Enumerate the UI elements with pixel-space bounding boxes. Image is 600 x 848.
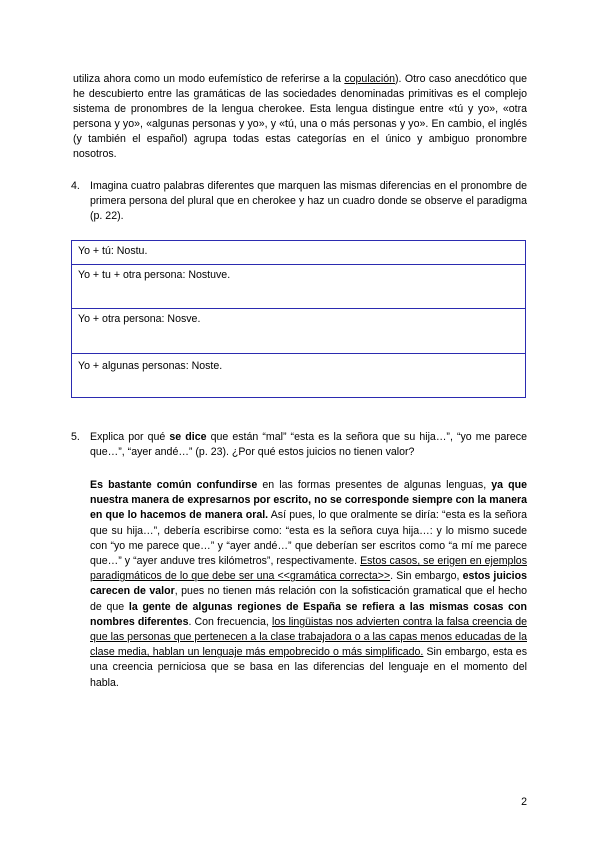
underlined-word: copulación <box>344 73 395 85</box>
question-5-text <box>90 430 527 460</box>
answer-text-6: . Sin embargo, <box>390 570 463 583</box>
answer-text-4: Así pues, lo que oralmente se diría: “esta es la señora que su hija…”, debería escribirse como: “esta es la señora cuya hija…: y lo mismo sucede con “yo me parece que…” y “ayer andé…” que deberían ser escritos como “a mí me parece que…” y “ayer anduve tres kilómetros”, respectivamente. <box>90 509 527 568</box>
answer-bold-9: la gente de algunas regiones de España se refiera a las mismas cosas con nombres diferentes <box>90 600 527 628</box>
question-4-text: Imagina cuatro palabras diferentes que marquen las mismas diferencias en el pronombre de primera persona del plural que en cherokee y haz un cuadro donde se observe el paradigma (p. 22). <box>90 180 527 222</box>
question-4-number: 4. <box>71 180 80 192</box>
answer-underlined-5: Estos casos, se erigen en ejemplos paradigmáticos de lo que debe ser una <<gramática correcta>> <box>90 555 527 583</box>
table-row: Yo + algunas personas: Noste. <box>78 360 223 372</box>
answer-text-10: . Con frecuencia, <box>188 615 272 628</box>
question-4 <box>73 179 527 224</box>
q5-bold: se dice <box>169 431 207 443</box>
q5-text-c: que están “mal” “esta es la señora que su hija…”, “yo me parece que…”, “ayer andé…” (p. 23). ¿Por qué estos juicios no tienen valor? <box>90 431 527 458</box>
question-5-number: 5. <box>71 431 80 443</box>
table-row: Yo + otra persona: Nosve. <box>72 309 525 354</box>
pronoun-paradigm-table <box>71 240 526 398</box>
table-row: Yo + tú: Nostu. <box>72 241 525 265</box>
answer-5 <box>90 478 527 691</box>
answer-text-12: Sin embargo, esta es una creencia perniciosa que se basa en las diferencias del lenguaje en el momento del habla. <box>90 646 527 689</box>
answer-bold-1: Es bastante común confundirse <box>90 479 258 491</box>
question-5 <box>73 430 527 460</box>
answer-text-2: en las formas presentes de algunas lenguas, <box>257 479 492 491</box>
table-row: Yo + tu + otra persona: Nostuve. <box>72 265 525 309</box>
intro-text-a: utiliza ahora como un modo eufemístico de referirse a la <box>73 73 345 85</box>
answer-text-8: , pues no tienen más relación con la sofisticación gramatical que el hecho de que <box>90 585 527 613</box>
answer-underlined-11: los lingüistas nos advierten contra la falsa creencia de que las personas que pertenecen a la clase trabajadora o a las capas menos educadas de la clase media, hablan un lenguaje más empobrecido o más simplificado. <box>90 615 527 659</box>
q5-text-a: Explica por qué <box>90 431 170 443</box>
answer-bold-3: ya que nuestra manera de expresarnos por escrito, no se corresponde siempre con la manera en que lo hacemos de manera oral. <box>90 479 528 522</box>
intro-paragraph <box>73 72 527 162</box>
answer-bold-7: estos juicios carecen de valor <box>90 570 527 598</box>
page-number: 2 <box>521 796 527 808</box>
intro-text-b: ). Otro caso anecdótico que he descubierto entre las gramáticas de las sociedades denominadas primitivas es el complejo sistema de pronombres de la lengua cherokee. Esta lengua distingue entre «tú y yo», «otra persona y yo», «algunas personas y yo», y «tú, una o más personas y yo». En cambio, el inglés (y también el español) agrupa todas estas categorías en el único y ambiguo pronombre nosotros. <box>73 73 527 160</box>
